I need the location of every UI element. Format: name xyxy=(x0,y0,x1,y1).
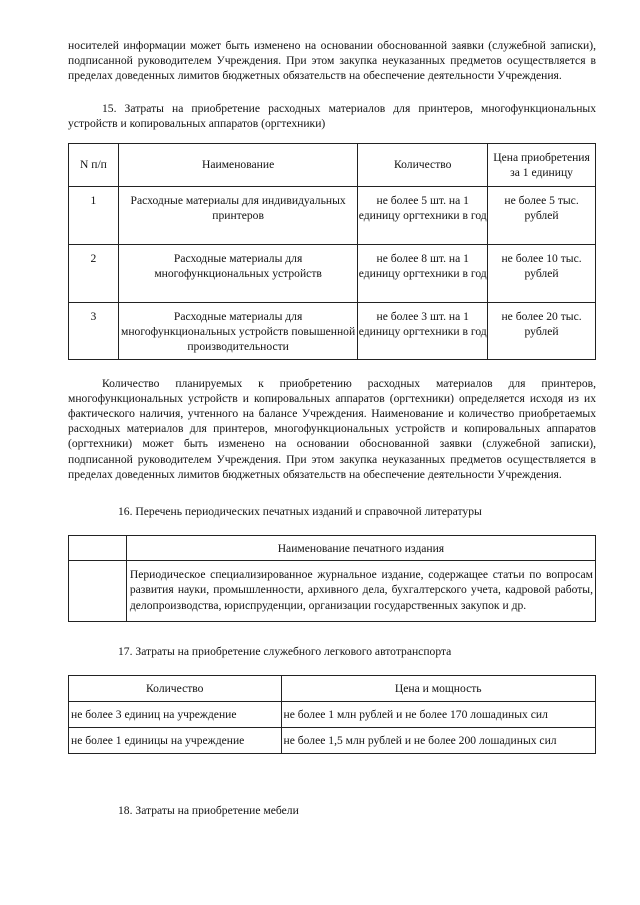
section-17-heading: 17. Затраты на приобретение служебного легкового автотранспорта xyxy=(118,644,452,658)
col-header-number: N п/п xyxy=(69,144,119,187)
table-row xyxy=(69,245,596,303)
row-number: 1 xyxy=(69,187,119,245)
row-quantity: не более 5 шт. на 1 единицу оргтехники в год xyxy=(358,187,488,245)
row-quantity: не более 3 шт. на 1 единицу оргтехники в год xyxy=(358,303,488,360)
table-row xyxy=(69,702,596,728)
col-header-price-power: Цена и мощность xyxy=(281,676,596,702)
section-15-heading: 15. Затраты на приобретение расходных материалов для принтеров, многофункциональных устройств и копировальных аппаратов (оргтехники) xyxy=(68,101,596,130)
row-price-power: не более 1,5 млн рублей и не более 200 лошадиных сил xyxy=(281,728,596,754)
row-name: Расходные материалы для индивидуальных принтеров xyxy=(118,187,358,245)
consumables-table xyxy=(68,143,596,360)
intro-paragraph: носителей информации может быть изменено на основании обоснованной заявки (служебной записки), подписанной руководителем Учреждения. При этом закупка неуказанных предметов осуществляется в пределах доведенных лимитов бюджетных обязательств на обеспечение деятельности Учреждения. xyxy=(68,39,596,83)
publication-description: Периодическое специализированное журнальное издание, содержащее статьи по вопросам развития науки, промышленности, архивного дела, бухгалтерского учета, кадровой работы, делопроизводства, юриспруденции, организации государственных закупок и др. xyxy=(126,561,595,622)
row-name: Расходные материалы для многофункциональных устройств xyxy=(118,245,358,303)
table-row xyxy=(69,728,596,754)
document-page xyxy=(68,38,596,818)
table-row xyxy=(69,187,596,245)
section-18-heading: 18. Затраты на приобретение мебели xyxy=(118,804,299,818)
periodicals-table xyxy=(68,535,596,622)
table-row xyxy=(69,561,596,622)
row-quantity: не более 8 шт. на 1 единицу оргтехники в год xyxy=(358,245,488,303)
section-15-paragraph: Количество планируемых к приобретению расходных материалов для принтеров, многофункциональных устройств и копировальных аппаратов (оргтехники) определяется исходя из их фактического наличия, учтенного на балансе Учреждения. Наименование и количество приобретаемых расходных материалов для принтеров, многофункциональных устройств и копировальных аппаратов (оргтехники) может быть изменено на основании обоснованной заявки (служебной записки), подписанной руководителем Учреждения. При этом закупка неуказанных предметов осуществляется в пределах доведенных лимитов бюджетных обязательств на обеспечение деятельности Учреждения. xyxy=(68,376,596,481)
empty-cell xyxy=(69,561,127,622)
row-price: не более 5 тыс. рублей xyxy=(488,187,596,245)
col-header-quantity: Количество xyxy=(358,144,488,187)
section-16-heading: 16. Перечень периодических печатных изданий и справочной литературы xyxy=(118,505,482,519)
row-number: 3 xyxy=(69,303,119,360)
table-header-row xyxy=(69,676,596,702)
col-header-name: Наименование xyxy=(118,144,358,187)
col-header-quantity: Количество xyxy=(69,676,282,702)
table-header-row xyxy=(69,144,596,187)
row-name: Расходные материалы для многофункциональных устройств повышенной производительности xyxy=(118,303,358,360)
table-row xyxy=(69,303,596,360)
table-header-row xyxy=(69,536,596,561)
col-header-publication: Наименование печатного издания xyxy=(126,536,595,561)
vehicles-table xyxy=(68,675,596,754)
empty-cell xyxy=(69,536,127,561)
row-quantity: не более 3 единиц на учреждение xyxy=(69,702,282,728)
row-number: 2 xyxy=(69,245,119,303)
row-price-power: не более 1 млн рублей и не более 170 лошадиных сил xyxy=(281,702,596,728)
col-header-price: Цена приобретения за 1 единицу xyxy=(488,144,596,187)
row-price: не более 20 тыс. рублей xyxy=(488,303,596,360)
row-price: не более 10 тыс. рублей xyxy=(488,245,596,303)
row-quantity: не более 1 единицы на учреждение xyxy=(69,728,282,754)
